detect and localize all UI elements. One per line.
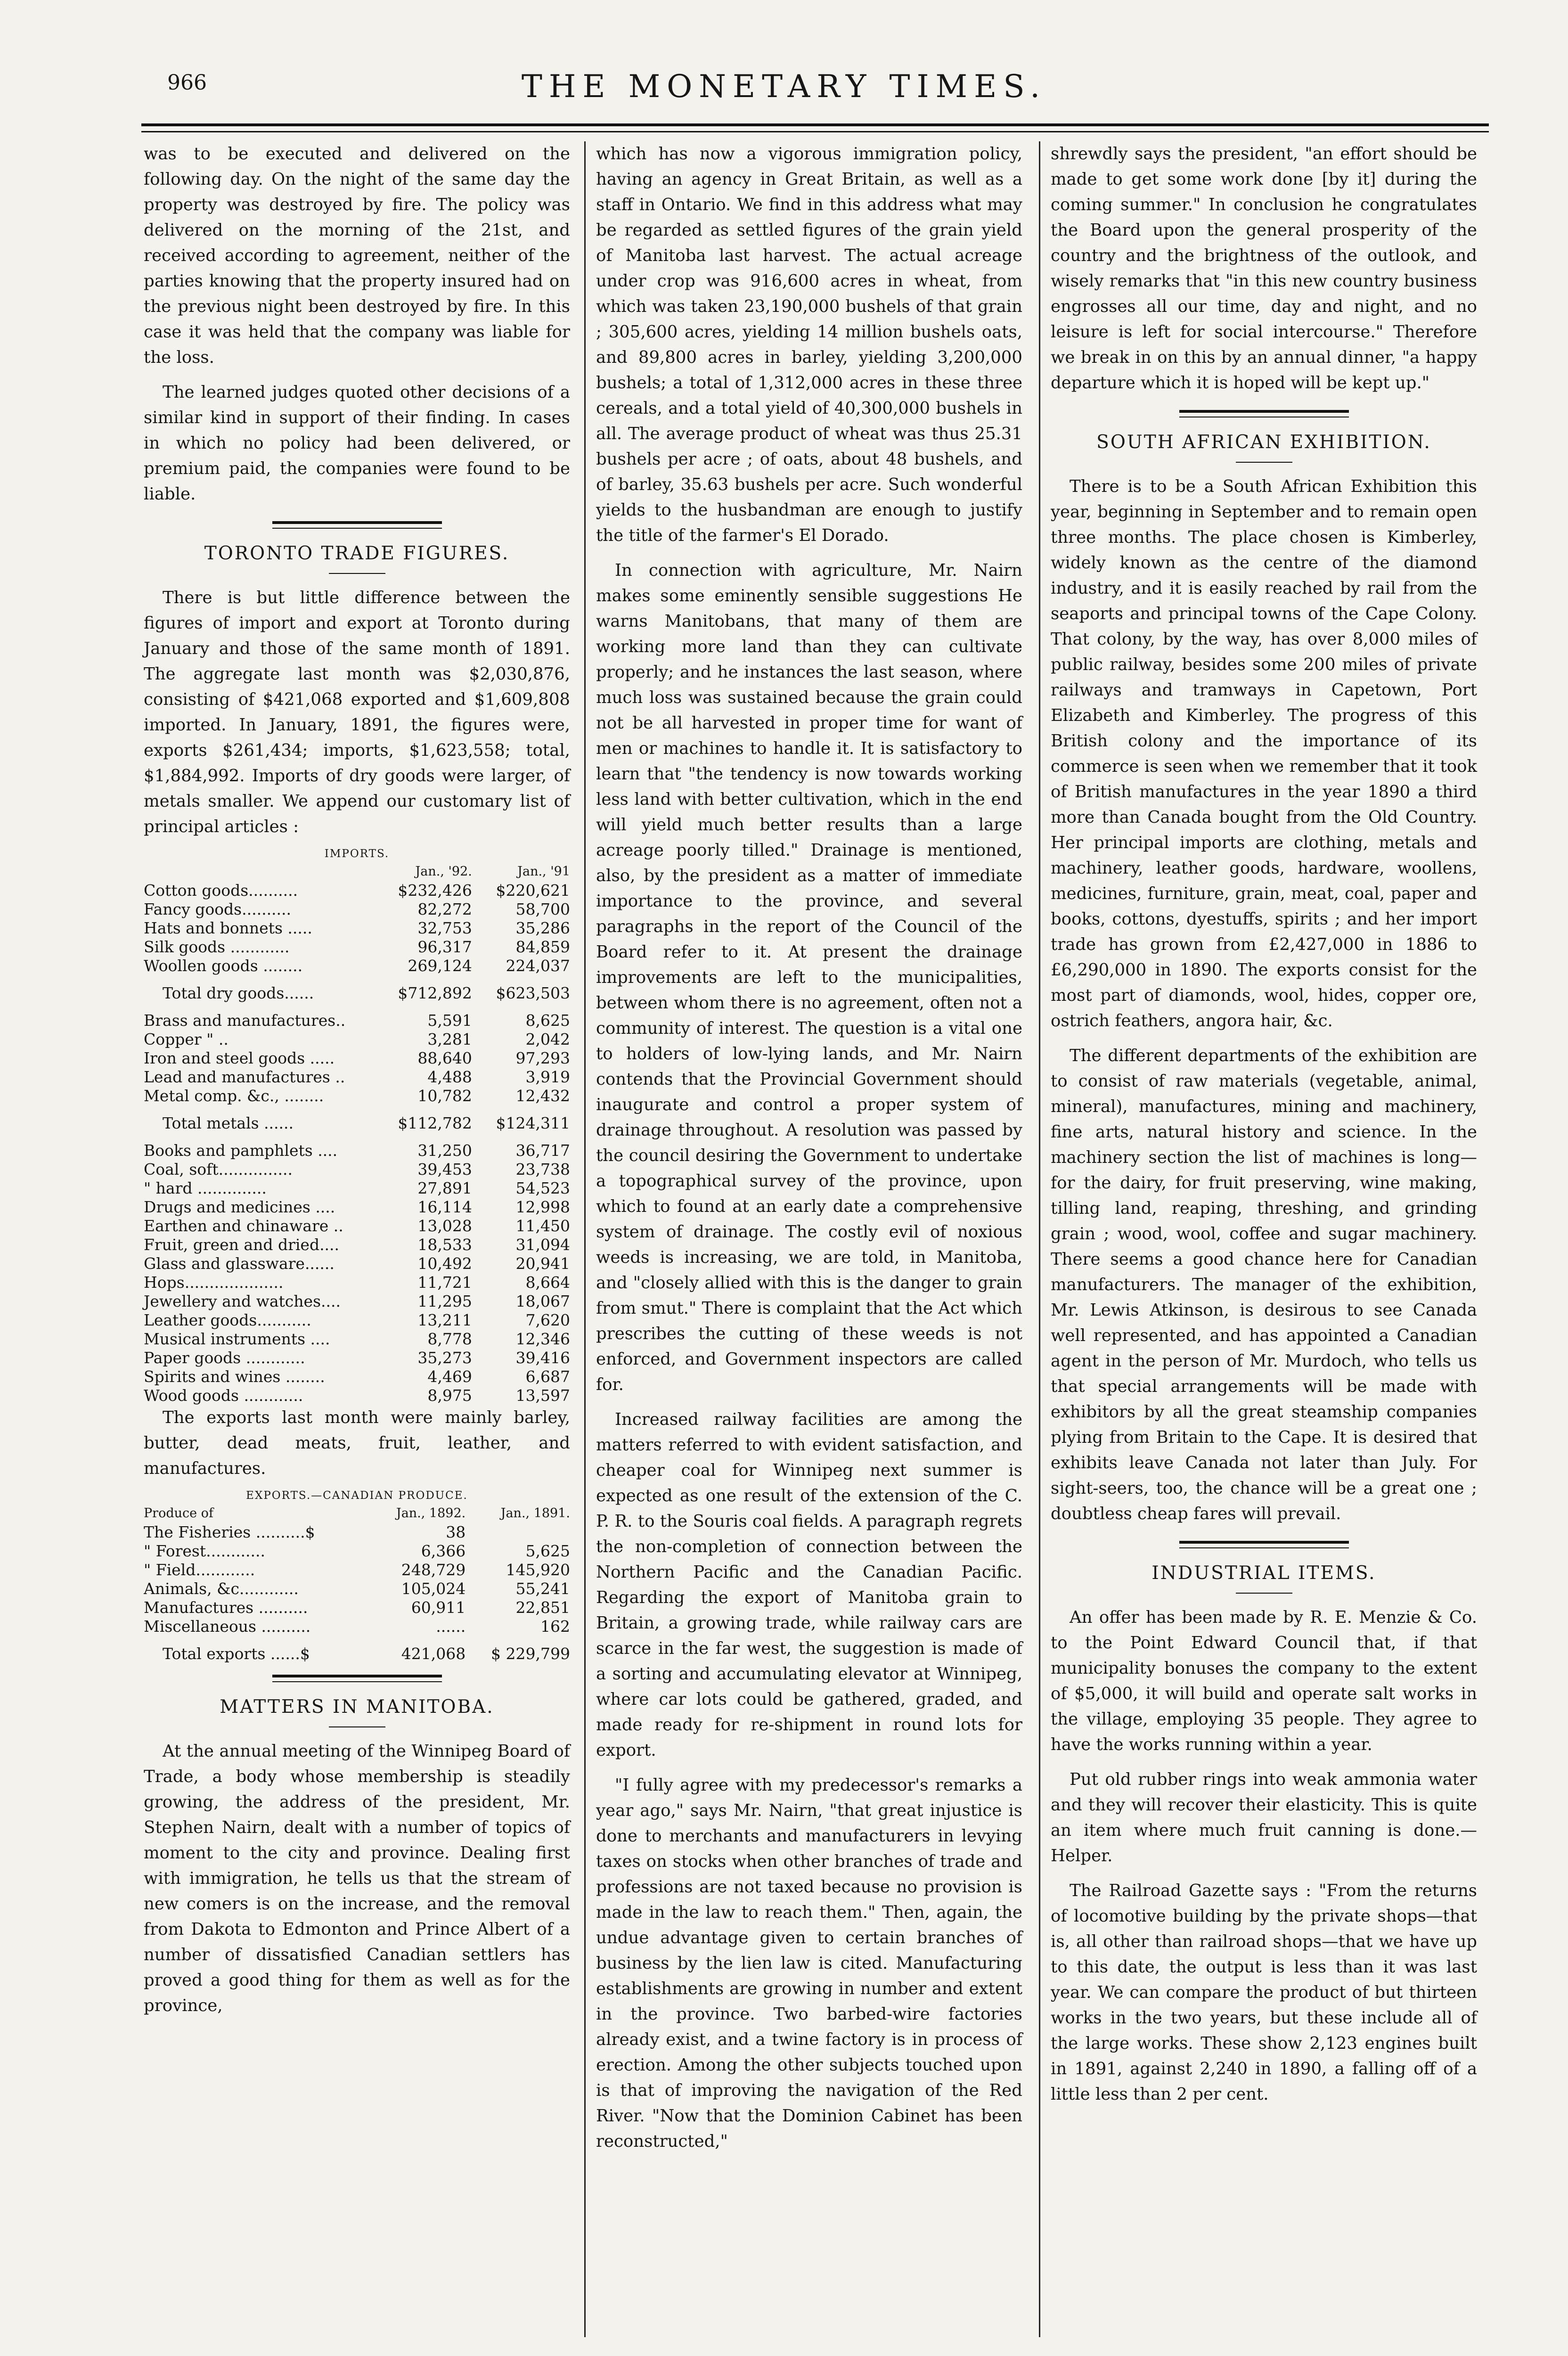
table-cell: 12,998	[515, 1198, 570, 1216]
section-rule	[1179, 410, 1349, 413]
table-row	[144, 1160, 570, 1179]
table-cell: 6,687	[525, 1367, 570, 1386]
heading-dash	[1236, 462, 1292, 463]
table-cell: 11,295	[417, 1292, 472, 1310]
table-cell: 13,211	[417, 1311, 472, 1329]
paragraph: was to be executed and delivered on the following day. On the night of the same day the property was destroyed by fire. The policy was delivered on the morning of the 21st, and received according to agreement, neither of the parties knowing that the property insured had on the previous night been destroyed by fire. In this case it was held that the company was liable for the loss.	[144, 144, 570, 367]
table-cell: 8,975	[427, 1386, 472, 1405]
table-row	[144, 1254, 570, 1273]
table-row	[144, 1141, 570, 1160]
exports-table	[144, 1504, 570, 1672]
paragraph: At the annual meeting of the Winnipeg Board of Trade, a body whose membership is steadily growing, the address of the president, Mr. Stephen Nairn, dealt with a number of topics of moment to the city and province. Dealing first with immigration, he tells us that the stream of new comers is on the increase, and the removal from Dakota to Edmonton and Prince Albert of a number of dissatisfied Canadian settlers has proved a good thing for them as well as for the province,	[144, 1742, 570, 2015]
paragraph: The exports last month were mainly barley, butter, dead meats, fruit, leather, and manufactures.	[144, 1408, 570, 1478]
table-row	[144, 1579, 570, 1598]
table-cell: 16,114	[417, 1198, 472, 1216]
paragraph: Increased railway facilities are among the matters referred to with evident satisfaction, and cheaper coal for Winnipeg next summer is expected as one result of the extension of the C. P. R. to the Souris coal fields. A paragraph regrets the non-completion of connection between the Northern Pacific and the Canadian Pacific. Regarding the export of Manitoba grain to Britain, a growing trade, while railway cars are scarce in the far west, the suggestion is made of a sorting and accumulating elevator at Winnipeg, where car lots could be gathered, graded, and made ready for re-shipment in round lots for export.	[596, 1410, 1022, 1760]
table-cell: Books and pamphlets ....	[144, 1141, 338, 1160]
table-cell: Wood goods ............	[144, 1386, 303, 1405]
table-cell: Total exports ......$	[163, 1644, 310, 1663]
table-row	[144, 1235, 570, 1254]
table-cell: $ 229,799	[491, 1644, 570, 1663]
heading-dash	[329, 1726, 385, 1727]
table-row	[144, 1349, 570, 1367]
table-row	[144, 881, 570, 900]
table-cell: 13,597	[515, 1386, 570, 1405]
table-cell: 88,640	[417, 1049, 472, 1067]
paragraph: shrewdly says the president, "an effort should be made to get some work done [by it] during the coming summer." In conclusion he congratulates the Board upon the general prosperity of the country and the brightness of the outlook, and wisely remarks that "in this new country business engrosses all our time, day and night, and no leisure is left for social intercourse." Therefore we break in on this by an annual dinner, "a happy departure which it is hoped will be kept up."	[1051, 144, 1477, 393]
paragraph: An offer has been made by R. E. Menzie & Co. to the Point Edward Council that, if that municipality bonuses the company to the extent of $5,000, it will build and operate salt works in the village, employing 35 people. They agree to have the works running within a year.	[1051, 1608, 1477, 1754]
table-cell: Drugs and medicines ....	[144, 1198, 335, 1216]
table-cell: 31,250	[417, 1141, 472, 1160]
table-row	[144, 957, 570, 975]
table-cell: 12,432	[515, 1087, 570, 1105]
table-row	[144, 1523, 570, 1542]
table-row	[144, 1617, 570, 1636]
table-cell: 13,028	[417, 1217, 472, 1235]
section-rule	[1179, 1541, 1349, 1544]
table-cell: 31,094	[515, 1235, 570, 1254]
table-cell: Lead and manufactures ..	[144, 1068, 345, 1086]
section-rule	[272, 1681, 442, 1682]
table-cell: 38	[446, 1523, 466, 1541]
table-cell: 269,124	[408, 957, 472, 975]
table-row	[144, 1598, 570, 1617]
paragraph: which has now a vigorous immigration policy, having an agency in Great Britain, as well as a staff in Ontario. We find in this address what may be regarded as settled figures of the grain yield of Manitoba last harvest. The actual acreage under crop was 916,600 acres in wheat, from which was taken 23,190,000 bushels of that grain ; 305,600 acres, yielding 14 million bushels oats, and 89,800 acres in barley, yielding 3,200,000 bushels; a total of 1,312,000 acres in these three cereals, and a total yield of 40,300,000 bushels in all. The average product of wheat was thus 25.31 bushels per acre ; of oats, about 48 bushels, and of barley, 35.63 bushels per acre. Such wonderful yields to the husbandman are enough to justify the title of the farmer's El Dorado.	[596, 144, 1022, 545]
table-cell: 5,625	[525, 1542, 570, 1560]
table-row	[144, 1292, 570, 1311]
table-cell: 4,488	[427, 1068, 472, 1086]
table-cell: 12,346	[515, 1330, 570, 1348]
section-rule	[272, 521, 442, 524]
table-cell: Coal, soft...............	[144, 1160, 293, 1178]
table-cell: 97,293	[515, 1049, 570, 1067]
section-rule	[272, 528, 442, 529]
table-cell: $124,311	[496, 1114, 570, 1132]
table-cell: 18,533	[417, 1235, 472, 1254]
table-cell: " Forest............	[144, 1542, 266, 1560]
column-divider	[584, 141, 586, 2337]
table-cell: Spirits and wines ........	[144, 1367, 325, 1386]
table-cell: Hats and bonnets .....	[144, 919, 312, 937]
column-header: Produce of	[144, 1506, 213, 1521]
table-cell: Metal comp. &c., ........	[144, 1087, 324, 1105]
table-cell: 23,738	[515, 1160, 570, 1178]
table-cell: Copper " ..	[144, 1030, 229, 1048]
table-row	[144, 1542, 570, 1561]
table-cell: " hard ..............	[144, 1179, 267, 1197]
column-header: Jan., '92.	[415, 864, 472, 879]
table-cell: Glass and glassware......	[144, 1254, 335, 1273]
section-heading: MATTERS IN MANITOBA.	[220, 1696, 494, 1718]
header-rule	[141, 123, 1489, 126]
header-rule-thin	[141, 131, 1489, 132]
table-cell: Total metals ......	[163, 1114, 294, 1132]
table-cell: Fancy goods..........	[144, 900, 292, 918]
table-row	[144, 919, 570, 938]
table-cell: 162	[540, 1617, 570, 1636]
table-cell: $712,892	[398, 984, 472, 1002]
table-cell: 8,778	[427, 1330, 472, 1348]
table-cell: 82,272	[417, 900, 472, 918]
table-cell: 35,286	[515, 919, 570, 937]
paragraph: The learned judges quoted other decisions of a similar kind in support of their finding. In cases in which no policy had been delivered, or premium paid, the companies were found to be liable.	[144, 383, 570, 504]
table-row	[144, 1330, 570, 1349]
section-heading: TORONTO TRADE FIGURES.	[204, 543, 510, 564]
section-heading: SOUTH AFRICAN EXHIBITION.	[1096, 432, 1431, 453]
section-heading: INDUSTRIAL ITEMS.	[1152, 1562, 1376, 1584]
paragraph: The Railroad Gazette says : "From the returns of locomotive building by the private shops—that is, all other than railroad shops—that we have up to this date, the output is less than it was last year. We can compare the product of but thirteen works in the two years, but these include all of the large works. These show 2,123 engines built in 1891, against 2,240 in 1890, a falling off of a little less than 2 per cent.	[1051, 1881, 1477, 2104]
paragraph: Put old rubber rings into weak ammonia water and they will recover their elasticity. This is quite an item where much fruit canning is done.—Helper.	[1051, 1770, 1477, 1865]
table-cell: 60,911	[411, 1598, 466, 1617]
table-cell: $112,782	[398, 1114, 472, 1132]
table-cell: 96,317	[417, 938, 472, 956]
table-row	[144, 1049, 570, 1068]
table-cell: 58,700	[515, 900, 570, 918]
table-cell: 35,273	[417, 1349, 472, 1367]
table-cell: 7,620	[525, 1311, 570, 1329]
imports-table	[144, 862, 570, 1405]
table-cell: 22,851	[515, 1598, 570, 1617]
table-cell: 105,024	[401, 1579, 466, 1598]
table-cell: Fruit, green and dried....	[144, 1235, 340, 1254]
table-cell: Animals, &c............	[144, 1579, 299, 1598]
table-cell: 224,037	[506, 957, 570, 975]
table-caption: IMPORTS.	[324, 848, 390, 860]
table-cell: Silk goods ............	[144, 938, 290, 956]
paragraph: The different departments of the exhibition are to consist of raw materials (vegetable, animal, mineral), manufactures, mining and machinery, fine arts, natural history and science. In the machinery section the list of machines is long—for the dairy, for fruit preserving, wine making, tilling land, reaping, threshing, and grinding grain ; wood, wool, coffee and sugar machinery. There seems a good chance here for Canadian manufacturers. The manager of the exhibition, Mr. Lewis Atkinson, is desirous to see Canada well represented, and has appointed a Canadian agent in the person of Mr. Murdoch, who tells us that special arrangements will be made with exhibitors by all the great steamship companies plying from Britain to the Cape. It is desired that exhibits leave Canada not later than July. For sight-seers, too, the chance will be a great one ; doubtless cheap fares will prevail.	[1051, 1046, 1477, 1523]
table-cell: Miscellaneous ..........	[144, 1617, 311, 1636]
table-row	[144, 1068, 570, 1087]
table-row	[144, 938, 570, 957]
paragraph: In connection with agriculture, Mr. Nairn makes some eminently sensible suggestions He warns Manitobans, that many of them are working more land than they can cultivate properly; and he instances the last season, where much loss was sustained because the grain could not be all harvested in proper time for want of men or machines to handle it. It is satisfactory to learn that "the tendency is now towards working less land with better cultivation, which in the end will yield much better results than a large acreage poorly tilled." Drainage is mentioned, also, by the president as a matter of immediate importance to the province, and several paragraphs in the report of the Council of the Board refer to it. At present the drainage improvements are left to the municipalities, between whom there is no agreement, often not a community of interest. The question is a vital one to holders of low-lying lands, and Mr. Nairn contends that the Provincial Government should inaugurate and control a proper system of drainage throughout. A resolution was passed by the council desiring the Government to undertake a topographical survey of the province, upon which to found at an early date a comprehensive system of drainage. The costly evil of noxious weeds is increasing, we are told, in Manitoba, and "closely allied with this is the danger to grain from smut." There is complaint that the Act which prescribes the cutting of these weeds is not enforced, and Government inspectors are called for.	[596, 561, 1022, 1394]
table-row	[144, 1011, 570, 1030]
table-row	[144, 1087, 570, 1105]
table-cell: 32,753	[417, 919, 472, 937]
table-cell: 2,042	[525, 1030, 570, 1048]
table-cell: Woollen goods ........	[144, 957, 303, 975]
table-cell: 145,920	[506, 1561, 570, 1579]
heading-dash	[1236, 1593, 1292, 1594]
table-cell: 84,859	[515, 938, 570, 956]
table-cell: 39,416	[515, 1349, 570, 1367]
table-row	[144, 900, 570, 919]
table-cell: 39,453	[417, 1160, 472, 1178]
table-cell: 11,721	[417, 1273, 472, 1292]
paragraph: There is to be a South African Exhibition this year, beginning in September and to remain open three months. The place chosen is Kimberley, widely known as the centre of the diamond industry, and it is easily reached by rail from the seaports and principal towns of the Cape Colony. That colony, by the way, has over 8,000 miles of public railway, besides some 200 miles of private railways and tramways in Capetown, Port Elizabeth and Kimberley. The progress of this British colony and the importance of its commerce is seen when we remember that it took of British manufactures in the year 1890 a third more than Canada bought from the Old Country. Her principal imports are clothing, metals and machinery, leather goods, hardware, woollens, medicines, furniture, grain, meat, coal, paper and books, cottons, dyestuffs, spirits ; and her import trade has grown from £2,427,000 in 1886 to £6,290,000 in 1890. The exports consist for the most part of diamonds, wool, hides, copper ore, ostrich feathers, angora hair, &c.	[1051, 477, 1477, 1031]
section-rule	[1179, 1547, 1349, 1548]
table-cell: 421,068	[401, 1644, 466, 1663]
table-row	[144, 1179, 570, 1198]
table-cell: Paper goods ............	[144, 1349, 305, 1367]
table-cell: 3,281	[427, 1030, 472, 1048]
table-cell: 20,941	[515, 1254, 570, 1273]
table-cell: 18,067	[515, 1292, 570, 1310]
column-divider	[1039, 141, 1040, 2337]
page-number: 966	[167, 71, 207, 95]
table-row	[144, 1386, 570, 1405]
table-row	[144, 1311, 570, 1330]
table-cell: Iron and steel goods .....	[144, 1049, 335, 1067]
column-3	[1051, 141, 1477, 2107]
table-cell: 6,366	[421, 1542, 466, 1560]
table-cell: $623,503	[496, 984, 570, 1002]
paragraph: "I fully agree with my predecessor's remarks a year ago," says Mr. Nairn, "that great injustice is done to merchants and manufacturers in levying taxes on stocks when other branches of trade and professions are not taxed because no provision is made in the law to reach them." Then, again, the undue advantage given to certain branches of business by the lien law is cited. Manufacturing establishments are growing in number and extent in the province. Two barbed-wire factories already exist, and a twine factory is in process of erection. Among the other subjects touched upon is that of improving the navigation of the Red River. "Now that the Dominion Cabinet has been reconstructed,"	[596, 1775, 1022, 2151]
table-cell: 27,891	[417, 1179, 472, 1197]
masthead-title: THE MONETARY TIMES.	[521, 68, 1047, 105]
heading-dash	[329, 573, 385, 574]
column-header: Jan., '91	[517, 864, 570, 879]
column-header: Jan., 1892.	[396, 1506, 466, 1521]
column-2	[596, 141, 1022, 2154]
table-cell: " Field............	[144, 1561, 255, 1579]
table-cell: The Fisheries ..........$	[144, 1523, 315, 1541]
table-cell: 36,717	[515, 1141, 570, 1160]
table-row	[144, 1273, 570, 1292]
table-cell: 54,523	[515, 1179, 570, 1197]
table-row	[144, 1367, 570, 1386]
table-cell: ......	[436, 1617, 466, 1636]
table-cell: 55,241	[515, 1579, 570, 1598]
table-row	[144, 1217, 570, 1235]
table-cell: $232,426	[398, 881, 472, 900]
table-row	[144, 1030, 570, 1049]
table-cell: Manufactures ..........	[144, 1598, 308, 1617]
table-cell: 10,492	[417, 1254, 472, 1273]
table-row	[144, 1561, 570, 1579]
column-header: Jan., 1891.	[500, 1506, 570, 1521]
column-1	[144, 141, 570, 2019]
table-cell: Leather goods...........	[144, 1311, 311, 1329]
table-cell: 4,469	[427, 1367, 472, 1386]
table-cell: 11,450	[515, 1217, 570, 1235]
table-cell: Total dry goods......	[163, 984, 314, 1002]
paragraph: There is but little difference between the figures of import and export at Toronto during January and those of the same month of 1891. The aggregate last month was $2,030,876, consisting of $421,068 exported and $1,609,808 imported. In January, 1891, the figures were, exports $261,434; imports, $1,623,558; total, $1,884,992. Imports of dry goods were larger, of metals smaller. We append our customary list of principal articles :	[144, 588, 570, 836]
table-cell: 8,664	[525, 1273, 570, 1292]
table-cell: $220,621	[496, 881, 570, 900]
table-cell: 3,919	[525, 1068, 570, 1086]
section-rule	[272, 1675, 442, 1677]
table-cell	[466, 1523, 570, 1542]
table-cell: Cotton goods..........	[144, 881, 298, 900]
table-caption: EXPORTS.—CANADIAN PRODUCE.	[246, 1489, 468, 1502]
table-cell: 248,729	[401, 1561, 466, 1579]
table-cell: Jewellery and watches....	[144, 1292, 341, 1310]
table-cell: 10,782	[417, 1087, 472, 1105]
table-cell: 8,625	[525, 1011, 570, 1030]
table-cell: Musical instruments ....	[144, 1330, 330, 1348]
table-row	[144, 1198, 570, 1217]
table-cell: Hops....................	[144, 1273, 284, 1292]
table-cell: Brass and manufactures..	[144, 1011, 346, 1030]
table-cell: 5,591	[427, 1011, 472, 1030]
table-cell: Earthen and chinaware ..	[144, 1217, 343, 1235]
